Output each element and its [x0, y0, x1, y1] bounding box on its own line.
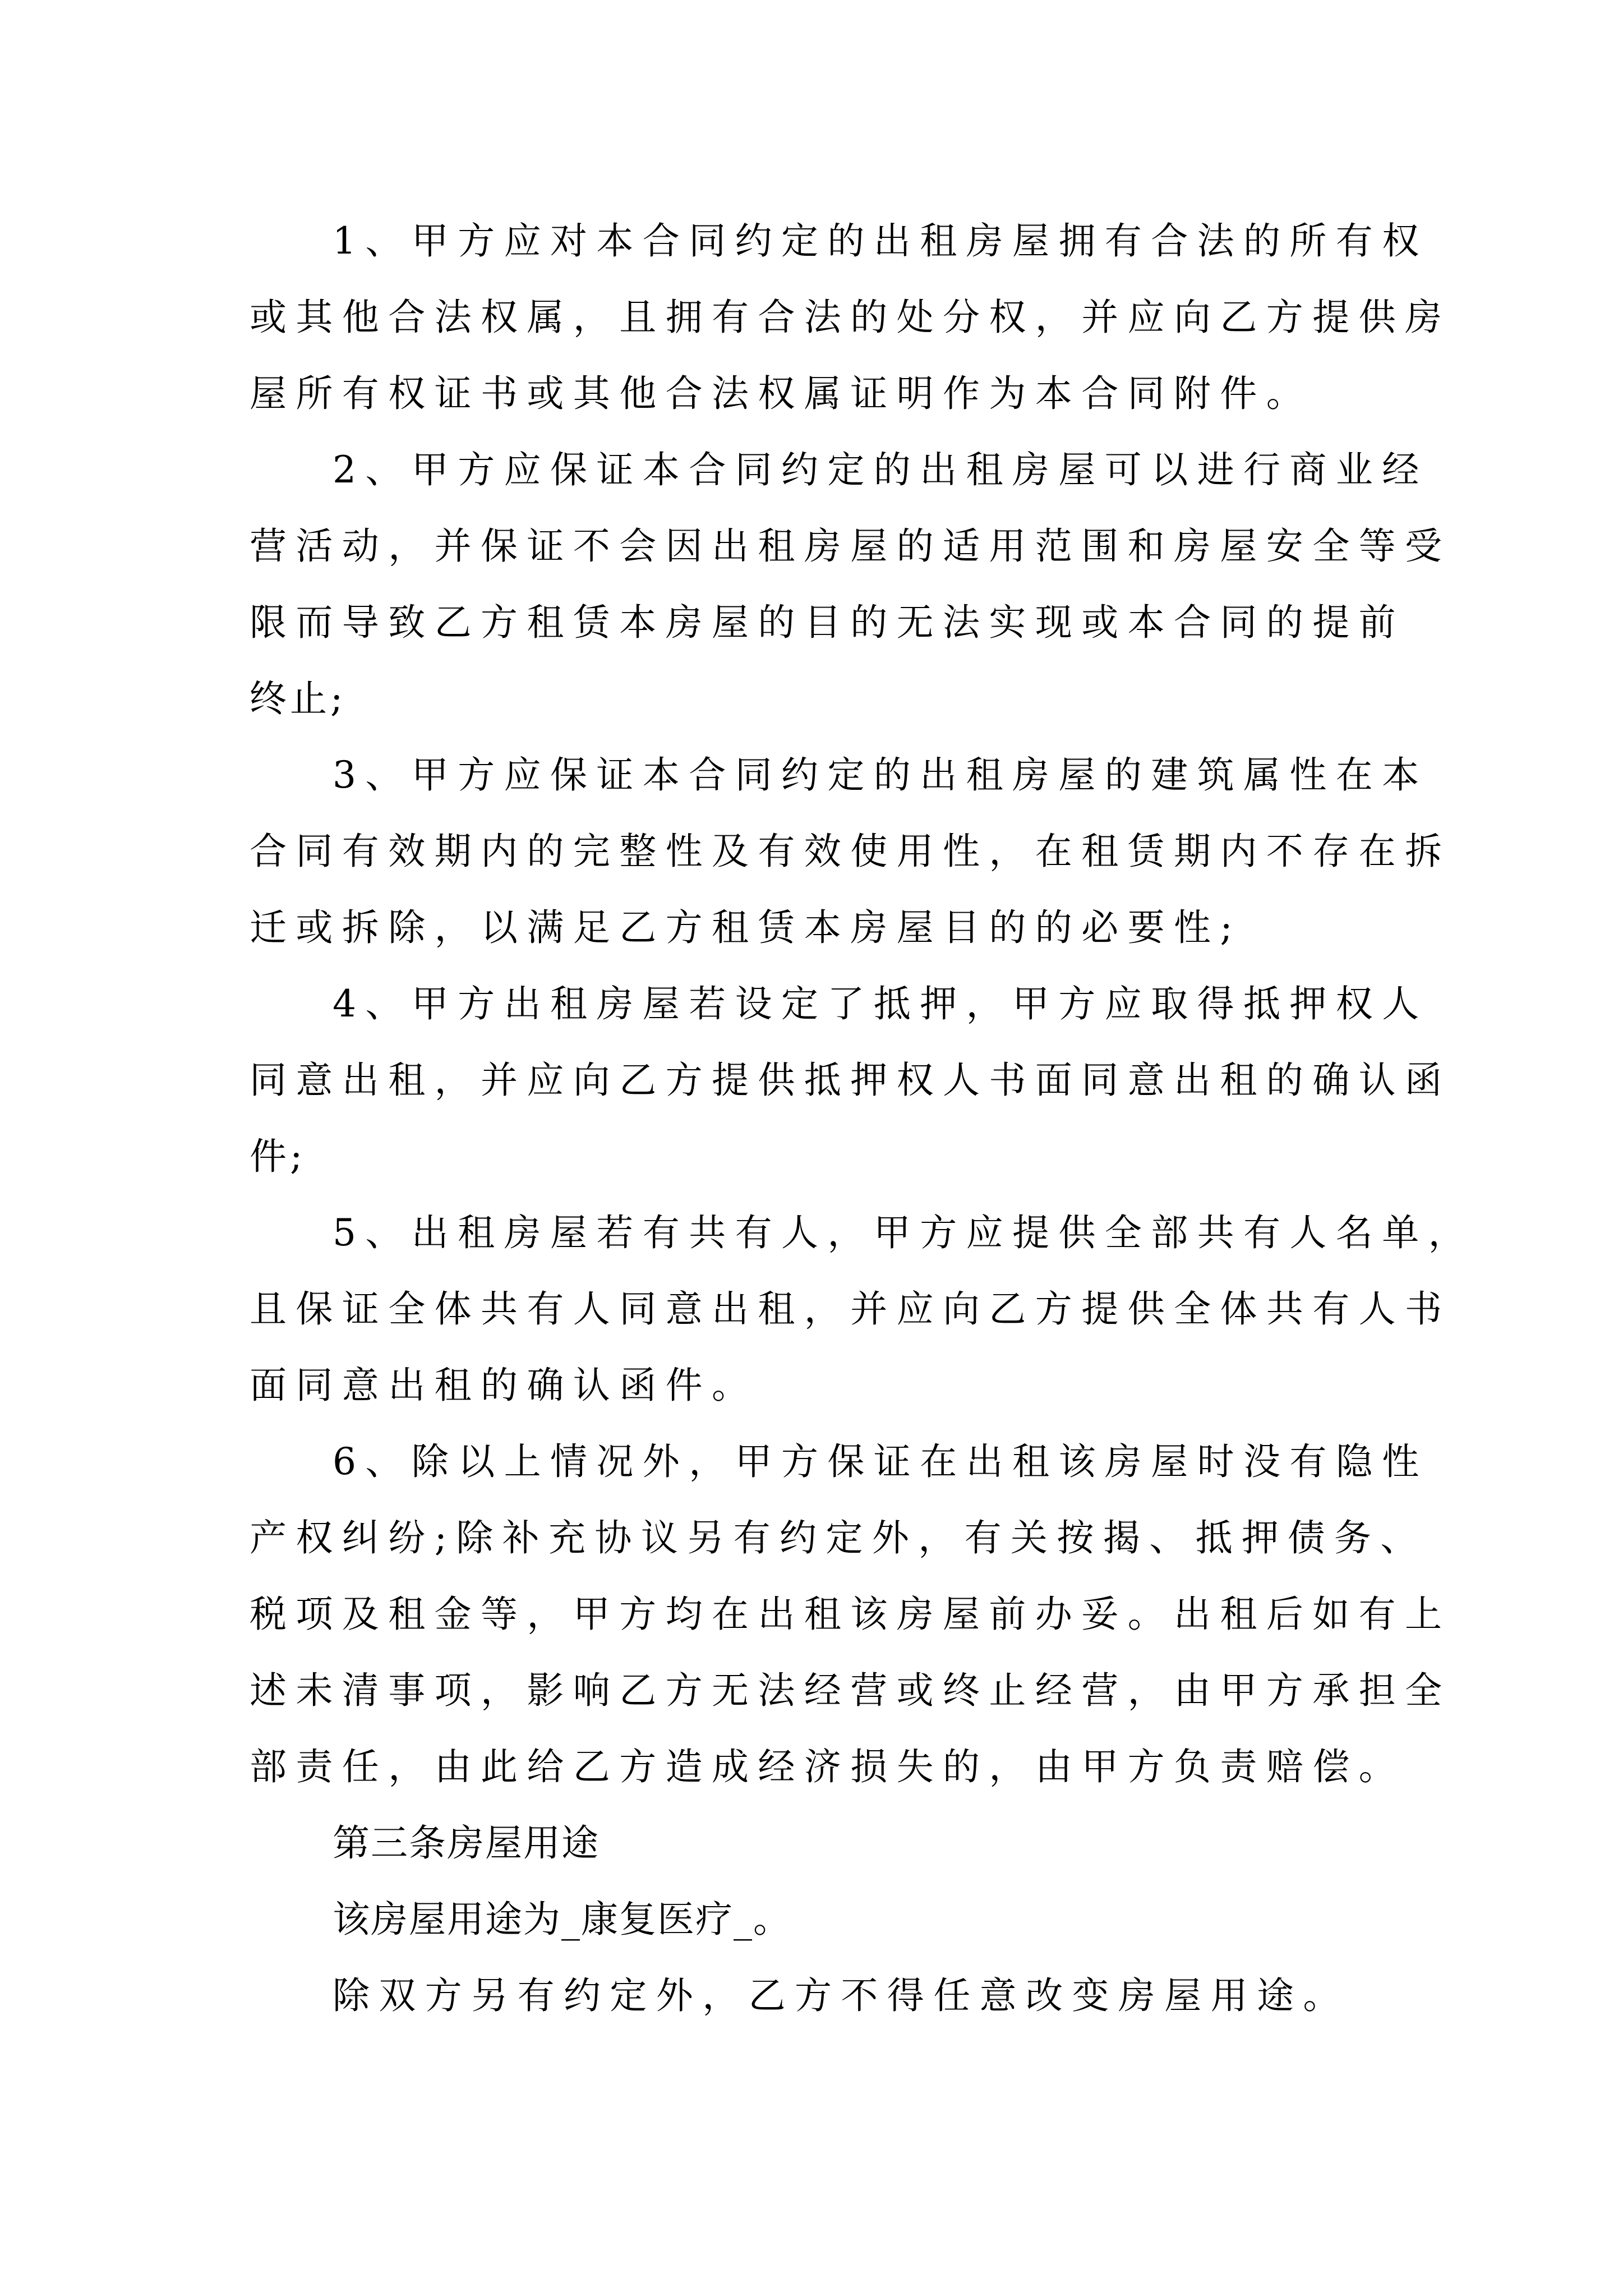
clause-4-line-1: 4、甲方出租房屋若设定了抵押，甲方应取得抵押权人 [333, 982, 1428, 1025]
clause-6-line-3: 税项及租金等，甲方均在出租该房屋前办妥。出租后如有上 [250, 1593, 1451, 1636]
clause-2-line-2: 营活动，并保证不会因出租房屋的适用范围和房屋安全等受 [250, 524, 1451, 568]
article-3-restriction: 除双方另有约定外，乙方不得任意改变房屋用途。 [333, 1974, 1349, 2017]
clause-5-line-1: 5、出租房屋若有共有人，甲方应提供全部共有人名单， [333, 1211, 1474, 1254]
clause-1-line-3: 屋所有权证书或其他合法权属证明作为本合同附件。 [250, 372, 1313, 415]
clause-4-line-2: 同意出租，并应向乙方提供抵押权人书面同意出租的确认函 [250, 1059, 1451, 1102]
clause-1-line-2: 或其他合法权属，且拥有合法的处分权，并应向乙方提供房 [250, 296, 1451, 339]
clause-3-line-3: 迁或拆除，以满足乙方租赁本房屋目的的必要性; [250, 906, 1242, 949]
clause-2-line-3: 限而导致乙方租赁本房屋的目的无法实现或本合同的提前 [250, 601, 1405, 644]
clause-4-line-3: 件; [250, 1135, 306, 1178]
clause-6-line-2: 产权纠纷;除补充协议另有约定外，有关按揭、抵押债务、 [250, 1516, 1427, 1559]
clause-6-line-1: 6、除以上情况外，甲方保证在出租该房屋时没有隐性 [333, 1440, 1428, 1483]
clause-2-line-1: 2、甲方应保证本合同约定的出租房屋可以进行商业经 [333, 448, 1428, 491]
clause-1-line-1: 1、甲方应对本合同约定的出租房屋拥有合法的所有权 [333, 219, 1428, 263]
article-3-heading: 第三条房屋用途 [333, 1821, 600, 1865]
article-3-usage: 该房屋用途为_康复医疗_。 [333, 1898, 791, 1941]
clause-5-line-2: 且保证全体共有人同意出租，并应向乙方提供全体共有人书 [250, 1287, 1451, 1331]
clause-3-line-2: 合同有效期内的完整性及有效使用性，在租赁期内不存在拆 [250, 830, 1451, 873]
clause-6-line-5: 部责任，由此给乙方造成经济损失的，由甲方负责赔偿。 [250, 1745, 1405, 1788]
clause-5-line-3: 面同意出租的确认函件。 [250, 1364, 758, 1407]
clause-3-line-1: 3、甲方应保证本合同约定的出租房屋的建筑属性在本 [333, 753, 1428, 797]
clause-2-line-4: 终止; [250, 677, 347, 720]
clause-6-line-4: 述未清事项，影响乙方无法经营或终止经营，由甲方承担全 [250, 1669, 1451, 1712]
